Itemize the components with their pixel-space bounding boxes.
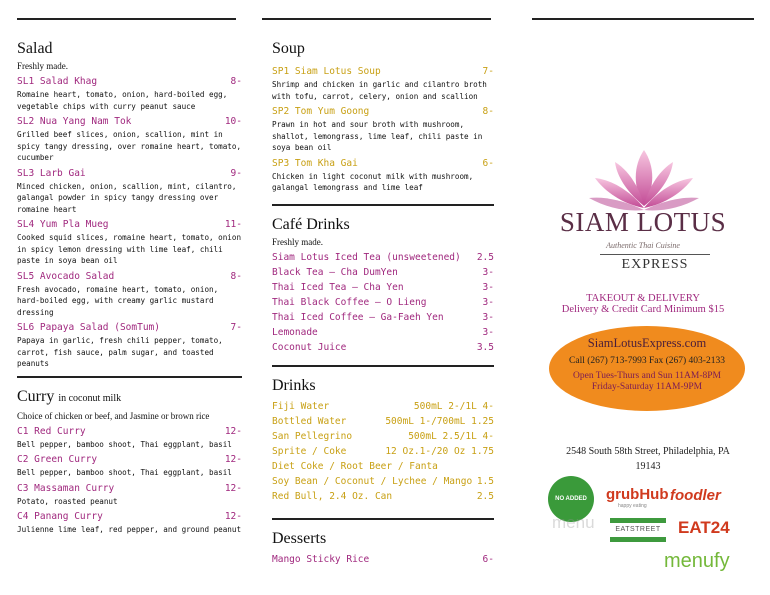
- menu-item-price: 8-: [230, 270, 242, 282]
- curry-title: [17, 388, 242, 408]
- menu-item-name: Thai Iced Tea — Cha Yen: [272, 281, 404, 293]
- eatstreet-logo[interactable]: EATSTREET: [610, 518, 666, 542]
- menu-item: [17, 424, 242, 439]
- menu-item: [272, 429, 494, 444]
- foodler-logo[interactable]: foodler: [670, 487, 721, 504]
- menu-item: [17, 269, 242, 284]
- menu-item-price: 8-: [482, 106, 494, 117]
- drinks-title: Drinks: [272, 376, 316, 394]
- menu-item-description: Grilled beef slices, onion, scallion, mint in spicy tangy dressing, over romaine heart, tomato, cucumber: [17, 130, 242, 162]
- menu-item-name: SP3 Tom Kha Gai: [272, 157, 358, 169]
- menu-item-description: Bell pepper, bamboo shoot, Thai eggplant, basil: [17, 468, 232, 477]
- menu-item-name: SP2 Tom Yum Goong: [272, 106, 370, 117]
- menu-item-name: Coconut Juice: [272, 341, 347, 353]
- curry-list: [17, 424, 242, 536]
- menu-item-description: Romaine heart, tomato, onion, hard-boiled egg, vegetable chips with curry peanut sauce: [17, 90, 228, 111]
- menu-item: [272, 310, 494, 325]
- menu-item-price: 6-: [482, 157, 494, 169]
- top-rule-2: [262, 18, 491, 20]
- menu-item-description: Shrimp and chicken in garlic and cilantro broth with tofu, carrot, celery, onion and scallion: [272, 80, 487, 101]
- menu-item-price: 10-: [224, 116, 242, 127]
- top-rule-1: [17, 18, 236, 20]
- cafe-title: Café Drinks: [272, 215, 350, 233]
- menu-item-price: 7-: [482, 66, 494, 77]
- menu-item: [17, 217, 242, 232]
- menu-item-name: Mango Sticky Rice: [272, 553, 370, 565]
- delivery-minimum-label: Delivery & Credit Card Minimum $15: [561, 304, 725, 315]
- menu-item-description: Prawn in hot and sour broth with mushroom, shallot, lemongrass, lime leaf, chili paste in soya bean oil: [272, 120, 483, 152]
- menu-watermark: menu: [552, 513, 595, 532]
- menu-item: [272, 340, 494, 355]
- menu-item: [272, 265, 494, 280]
- desserts-title: Desserts: [272, 529, 327, 547]
- menu-item-description: Fresh avocado, romaine heart, tomato, onion, hard-boiled egg, with creamy garlic mustard dressing: [17, 284, 219, 317]
- address-street: 2548 South 58th Street, Philadelphia, PA: [566, 446, 730, 457]
- menu-item-name: Red Bull, 2.4 Oz. Can: [272, 490, 393, 502]
- menu-item-name: Siam Lotus Iced Tea (unsweetened): [272, 251, 461, 263]
- menu-item: [17, 481, 242, 496]
- menu-item-description: Chicken in light coconut milk with mushroom, galangal lemongrass and lime leaf: [272, 171, 474, 192]
- menu-item-name: C1 Red Curry: [17, 425, 86, 437]
- menu-item: [272, 325, 494, 340]
- menu-item-name: Soy Bean / Coconut / Lychee / Mango: [272, 475, 473, 487]
- menu-item-price: 12-: [224, 425, 242, 437]
- curry-subtitle: in coconut milk: [58, 392, 122, 404]
- menu-item-description: Julienne lime leaf, red pepper, and ground peanut: [17, 525, 242, 534]
- menu-item-name: C2 Green Curry: [17, 454, 98, 465]
- contact-info: [549, 326, 745, 393]
- menu-item-name: Sprite / Coke: [272, 445, 347, 457]
- menu-column-2: [272, 40, 494, 567]
- desserts-list: [272, 552, 494, 567]
- menu-item: [17, 74, 242, 89]
- menu-item: [272, 489, 494, 504]
- menu-item: [272, 444, 494, 459]
- soup-title: Soup: [272, 40, 305, 57]
- cafe-list: [272, 250, 494, 355]
- menu-item-price: 8-: [230, 76, 242, 87]
- curry-note: Choice of chicken or beef, and Jasmine or brown rice: [17, 410, 210, 421]
- menu-item-price: 500mL 2-/1L 4-: [413, 400, 494, 412]
- section-divider: [272, 518, 494, 520]
- menu-item: [17, 452, 242, 467]
- menu-item: [272, 104, 494, 119]
- menu-item-price: 11-: [224, 219, 242, 230]
- menu-item-price: 1.5: [476, 475, 494, 487]
- menu-item-name: SL2 Nua Yang Nam Tok: [17, 116, 132, 127]
- menu-item-description: Cooked squid slices, romaine heart, tomato, onion in spicy lemon dressing with lime leaf, chili paste in soya bean oil: [17, 233, 242, 265]
- menu-item: [17, 509, 242, 524]
- website-link[interactable]: SiamLotusExpress.com: [587, 336, 707, 350]
- menu-item: [17, 166, 242, 181]
- menu-item-name: Thai Black Coffee — O Lieng: [272, 296, 427, 308]
- menu-item-price: 12-: [224, 511, 242, 522]
- menu-item-name: SL3 Larb Gai: [17, 167, 86, 179]
- menu-item-description: Minced chicken, onion, scallion, mint, cilantro, galangal powder in spicy tangy dressing over romaine heart: [17, 181, 237, 214]
- menu-item-name: SL4 Yum Pla Mueg: [17, 219, 109, 230]
- phone-fax: Call (267) 713-7993 Fax (267) 403-2133: [569, 356, 725, 366]
- brand-name: SIAM LOTUS: [559, 207, 727, 237]
- menu-column-1: [17, 40, 242, 538]
- menu-item: [272, 250, 494, 265]
- menu-item-name: Diet Coke / Root Beer / Fanta: [272, 460, 438, 472]
- brand-tagline: Authentic Thai Cuisine: [606, 241, 680, 250]
- menu-item-name: San Pellegrino: [272, 430, 353, 442]
- menu-item-name: SP1 Siam Lotus Soup: [272, 66, 381, 77]
- no-msg-badge-icon: NO ADDED MSG: [548, 476, 594, 522]
- menu-item-price: 7-: [230, 322, 242, 333]
- hours-weekday: Open Tues-Thurs and Sun 11AM-8PM: [573, 371, 721, 381]
- menu-item-description: Bell pepper, bamboo shoot, Thai eggplant, basil: [17, 439, 232, 449]
- section-divider: [272, 365, 494, 367]
- menu-item-name: C3 Massaman Curry: [17, 482, 115, 494]
- salad-title: Salad: [17, 40, 53, 57]
- menu-item-price: 3-: [482, 266, 494, 278]
- menu-item-price: 3-: [482, 311, 494, 323]
- curry-title-text: Curry: [17, 387, 55, 405]
- menu-item-description: Potato, roasted peanut: [17, 496, 118, 506]
- menu-item-price: 12-: [224, 482, 242, 494]
- menu-item-name: Black Tea — Cha DumYen: [272, 266, 398, 278]
- menu-item-price: 500mL 2.5/1L 4-: [408, 430, 494, 442]
- address: [548, 444, 748, 474]
- menu-item-name: Lemonade: [272, 326, 318, 338]
- menu-item-price: 2.5: [476, 251, 494, 263]
- menu-item: [17, 114, 242, 129]
- menu-item: [272, 156, 494, 171]
- menu-item-price: 3-: [482, 296, 494, 308]
- menu-item-name: C4 Panang Curry: [17, 511, 103, 522]
- menu-item-price: 3-: [482, 281, 494, 293]
- menu-item: [272, 399, 494, 414]
- brand-express: EXPRESS: [600, 254, 710, 273]
- menu-item-name: SL6 Papaya Salad (SomTum): [17, 322, 160, 333]
- menu-item: [272, 280, 494, 295]
- menu-item-name: Bottled Water: [272, 415, 347, 427]
- menu-item-price: 9-: [230, 167, 242, 179]
- menu-item-price: 12-: [224, 454, 242, 465]
- service-info: [532, 293, 754, 315]
- eat24-logo[interactable]: EAT24: [678, 518, 730, 537]
- menu-item: [17, 320, 242, 335]
- menu-item-price: 12 Oz.1-/20 Oz 1.75: [385, 445, 494, 457]
- address-zip: 19143: [635, 461, 661, 472]
- soup-list: [272, 64, 494, 194]
- menu-item-price: 2.5: [476, 490, 494, 502]
- menu-item-price: 500mL 1-/700mL 1.25: [385, 415, 494, 427]
- menu-item: [272, 295, 494, 310]
- section-divider: [17, 376, 242, 378]
- menu-item-price: 3-: [482, 326, 494, 338]
- menufy-logo[interactable]: menufy: [664, 550, 730, 572]
- section-divider: [272, 204, 494, 206]
- takeout-delivery-label: TAKEOUT & DELIVERY: [586, 293, 700, 304]
- menu-item-name: Thai Iced Coffee — Ga-Faeh Yen: [272, 311, 444, 323]
- menu-item-price: 6-: [482, 553, 494, 565]
- menu-item: [272, 64, 494, 79]
- menu-item-price: 3.5: [476, 341, 494, 353]
- menu-item: [272, 552, 494, 567]
- menu-item: [272, 474, 494, 489]
- menu-item: [272, 459, 494, 474]
- menu-item-name: Fiji Water: [272, 400, 330, 412]
- top-rule-3: [532, 18, 754, 20]
- menu-item-name: SL5 Avocado Salad: [17, 270, 115, 282]
- menu-item: [272, 414, 494, 429]
- menu-item-description: Papaya in garlic, fresh chili pepper, tomato, carrot, fish sauce, palm sugar, and toasted peanuts: [17, 336, 223, 368]
- menu-item-name: SL1 Salad Khag: [17, 76, 98, 87]
- salad-list: [17, 74, 242, 370]
- drinks-list: [272, 399, 494, 504]
- salad-note: Freshly made.: [17, 61, 68, 71]
- grubhub-tagline: happy eating: [618, 503, 647, 509]
- grubhub-logo[interactable]: grubHub: [606, 486, 669, 503]
- hours-weekend: Friday-Saturday 11AM-9PM: [591, 382, 703, 392]
- cafe-note: Freshly made.: [272, 236, 323, 247]
